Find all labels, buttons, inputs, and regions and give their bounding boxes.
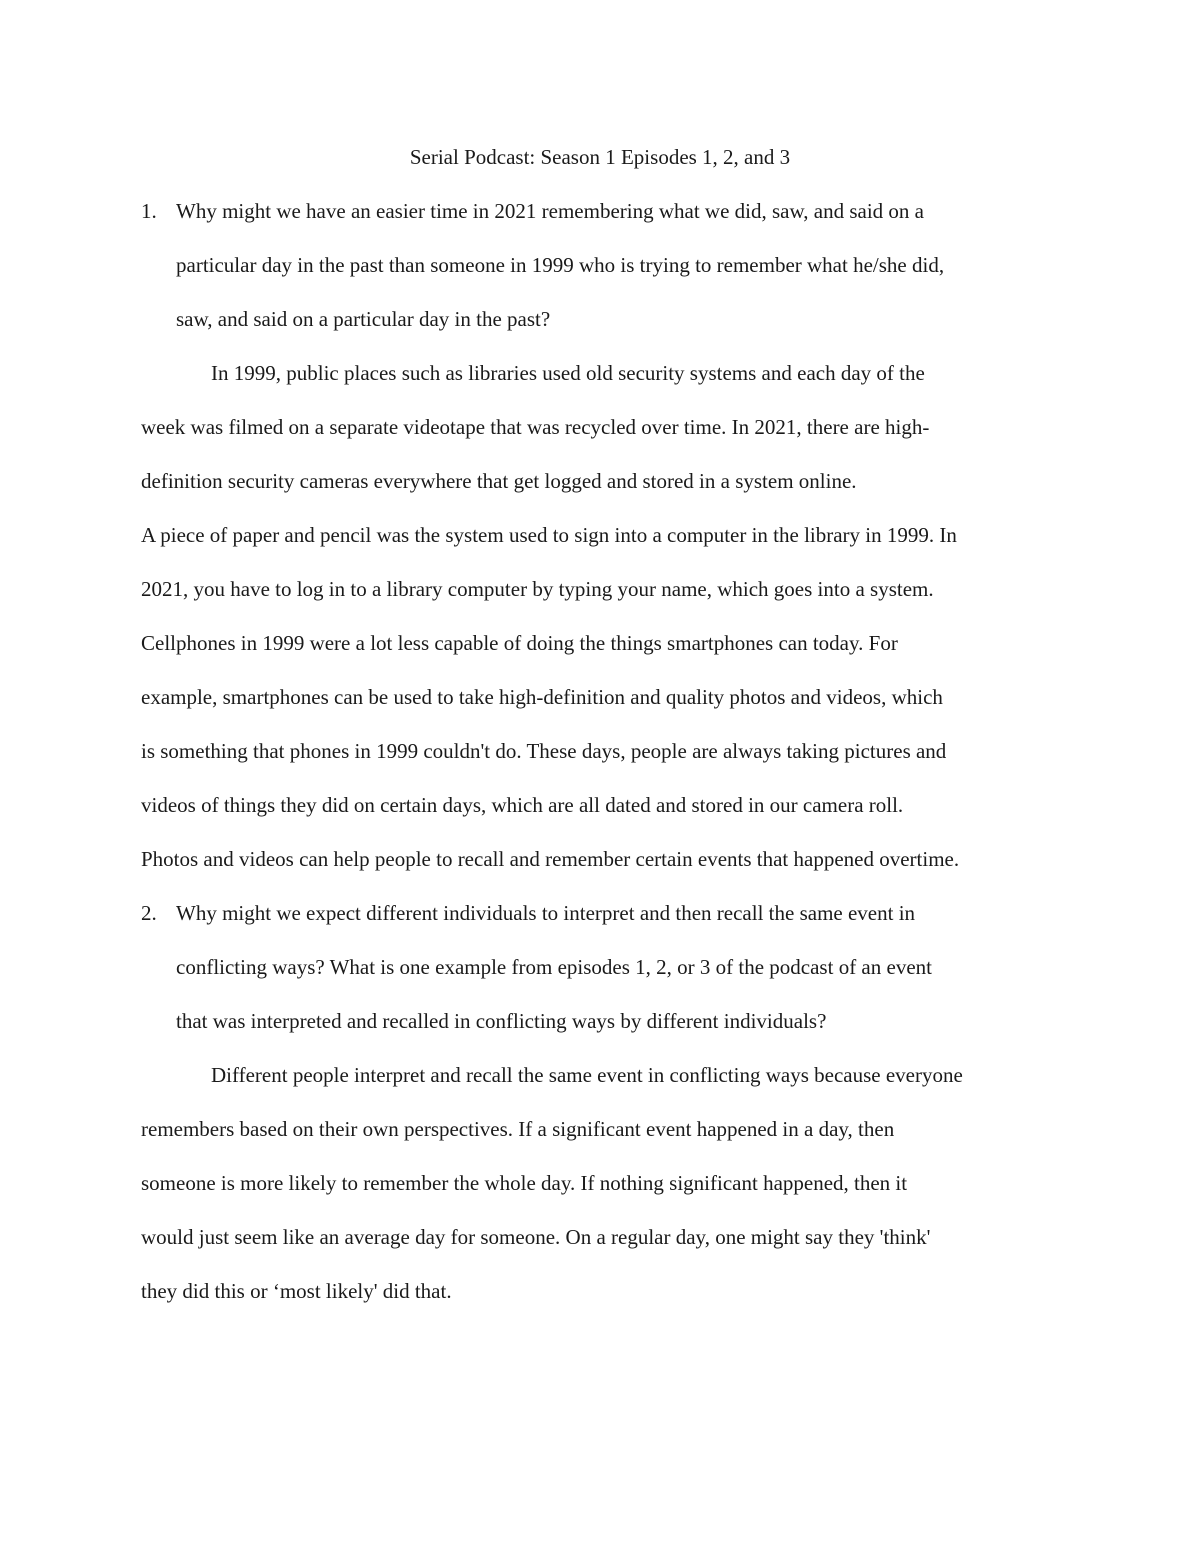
question-2-number: 2. bbox=[141, 901, 157, 925]
question-2-line: that was interpreted and recalled in conflicting ways by different individuals? bbox=[176, 1009, 827, 1033]
answer-1-line: Cellphones in 1999 were a lot less capable of doing the things smartphones can today. For bbox=[141, 631, 898, 655]
document-title: Serial Podcast: Season 1 Episodes 1, 2, and 3 bbox=[409, 145, 791, 169]
answer-2-line: Different people interpret and recall the same event in conflicting ways because everyone bbox=[211, 1063, 963, 1087]
question-1-line: particular day in the past than someone in 1999 who is trying to remember what he/she did, bbox=[176, 253, 945, 277]
answer-2-line: someone is more likely to remember the whole day. If nothing significant happened, then it bbox=[141, 1171, 908, 1195]
answer-1-line: videos of things they did on certain days, which are all dated and stored in our camera roll. bbox=[141, 793, 904, 817]
answer-1-line: example, smartphones can be used to take high-definition and quality photos and videos, which bbox=[141, 685, 943, 709]
answer-1-line: In 1999, public places such as libraries used old security systems and each day of the bbox=[211, 361, 925, 385]
answer-2-line: they did this or ‘most likely' did that. bbox=[141, 1279, 452, 1303]
question-1-line: saw, and said on a particular day in the past? bbox=[176, 307, 551, 331]
question-2-line: conflicting ways? What is one example from episodes 1, 2, or 3 of the podcast of an event bbox=[176, 955, 932, 979]
answer-2-line: would just seem like an average day for someone. On a regular day, one might say they 'think' bbox=[141, 1225, 931, 1249]
answer-2-line: remembers based on their own perspectives. If a significant event happened in a day, then bbox=[141, 1117, 895, 1141]
answer-1-line: Photos and videos can help people to recall and remember certain events that happened overtime. bbox=[141, 847, 960, 871]
question-2-line: Why might we expect different individuals to interpret and then recall the same event in bbox=[176, 901, 916, 925]
answer-1-line: 2021, you have to log in to a library computer by typing your name, which goes into a system. bbox=[141, 577, 934, 601]
answer-1-line: week was filmed on a separate videotape that was recycled over time. In 2021, there are high- bbox=[141, 415, 930, 439]
question-1-number: 1. bbox=[141, 199, 157, 223]
question-1-line: Why might we have an easier time in 2021 remembering what we did, saw, and said on a bbox=[176, 199, 925, 223]
answer-1-line: A piece of paper and pencil was the system used to sign into a computer in the library in 1999. In bbox=[141, 523, 957, 547]
answer-1-line: is something that phones in 1999 couldn't do. These days, people are always taking pictures and bbox=[141, 739, 947, 763]
answer-1-line: definition security cameras everywhere that get logged and stored in a system online. bbox=[141, 469, 857, 493]
